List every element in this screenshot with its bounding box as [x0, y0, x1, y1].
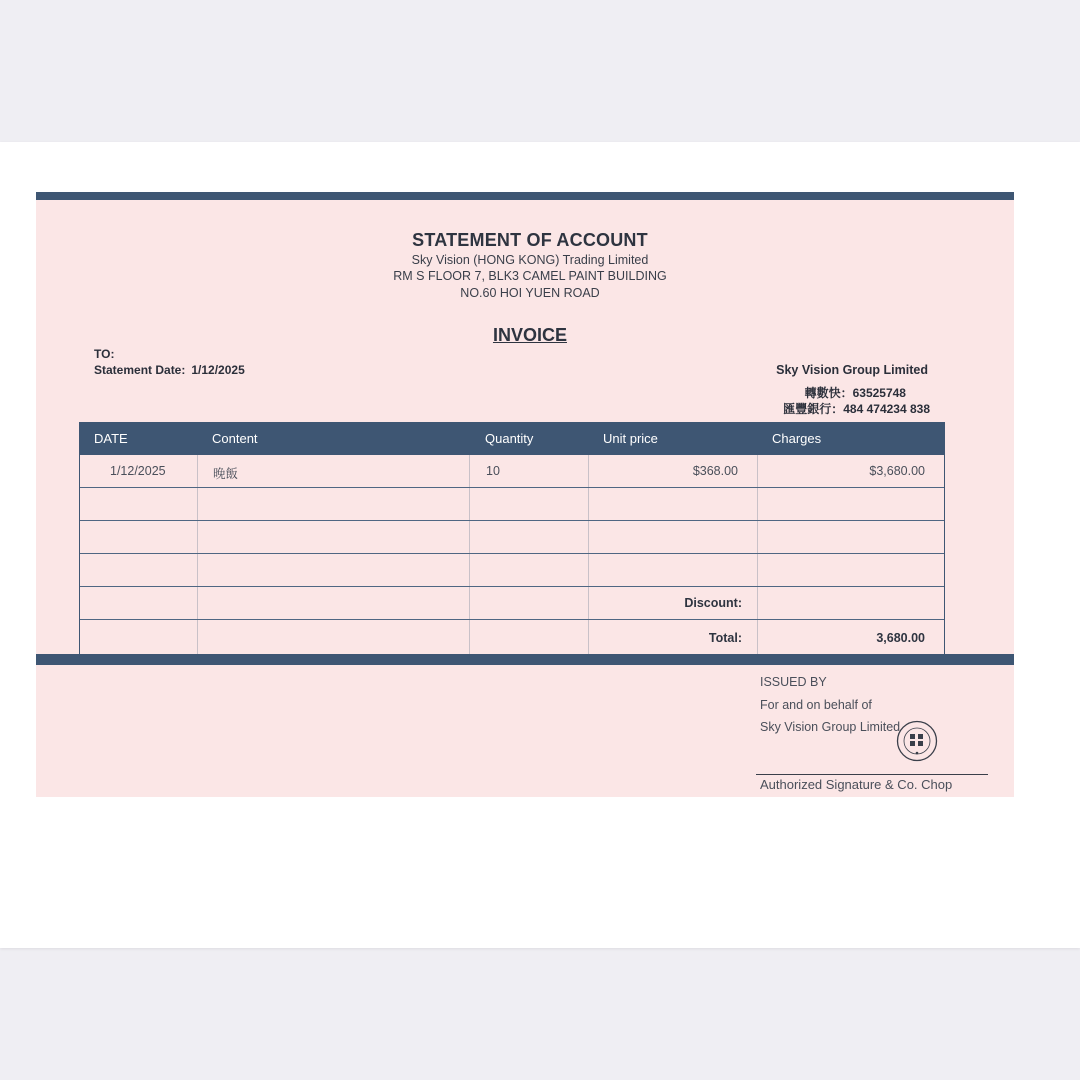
- payee-company: Sky Vision Group Limited: [776, 363, 928, 377]
- top-band: [36, 192, 1014, 200]
- row-quantity: 10: [486, 464, 500, 478]
- company-name: Sky Vision (HONG KONG) Trading Limited: [411, 253, 649, 267]
- signature-caption: Authorized Signature & Co. Chop: [760, 777, 953, 792]
- statement-date-value: 1/12/2025: [191, 363, 245, 377]
- signature-line: [756, 774, 988, 775]
- company-chop-stamp: [896, 720, 938, 762]
- issued-by-label: ISSUED BY: [760, 675, 827, 689]
- to-label: TO:: [94, 347, 115, 361]
- payee-fps: 轉數快：63525748: [804, 386, 906, 400]
- table-row-empty: [80, 488, 944, 521]
- total-row: [80, 620, 944, 654]
- table-row-empty: [80, 521, 944, 554]
- bottom-band: [36, 654, 1014, 665]
- address-line-2: NO.60 HOI YUEN ROAD: [460, 286, 600, 300]
- statement-document: [36, 192, 1014, 797]
- invoice-title: INVOICE: [492, 325, 567, 345]
- header-unit-price: Unit price: [603, 431, 658, 446]
- document-page: [0, 142, 1080, 948]
- row-unit-price: $368.00: [692, 464, 738, 478]
- issuer-name: Sky Vision Group Limited: [760, 720, 901, 734]
- total-value: 3,680.00: [876, 631, 925, 645]
- total-label: Total:: [708, 631, 742, 645]
- charges-table: [79, 422, 945, 654]
- on-behalf-label: For and on behalf of: [760, 698, 872, 712]
- row-charges: $3,680.00: [869, 464, 925, 478]
- header-content: Content: [212, 431, 258, 446]
- table-row: [80, 455, 944, 488]
- header-quantity: Quantity: [485, 431, 534, 446]
- row-date: 1/12/2025: [110, 464, 166, 478]
- table-row-empty: [80, 554, 944, 587]
- header-date: DATE: [94, 431, 128, 446]
- address-line-1: RM S FLOOR 7, BLK3 CAMEL PAINT BUILDING: [393, 269, 667, 283]
- table-body: [79, 455, 945, 654]
- statement-title: STATEMENT OF ACCOUNT: [412, 230, 648, 250]
- statement-date: [94, 363, 245, 377]
- discount-row: [80, 587, 944, 620]
- payee-bank: 匯豐銀行：484 474234 838: [783, 402, 930, 416]
- row-content: 晚飯: [213, 467, 239, 481]
- statement-date-label: Statement Date:: [94, 363, 186, 377]
- discount-label: Discount:: [684, 596, 742, 610]
- table-header: [79, 422, 945, 455]
- header-charges: Charges: [772, 431, 822, 446]
